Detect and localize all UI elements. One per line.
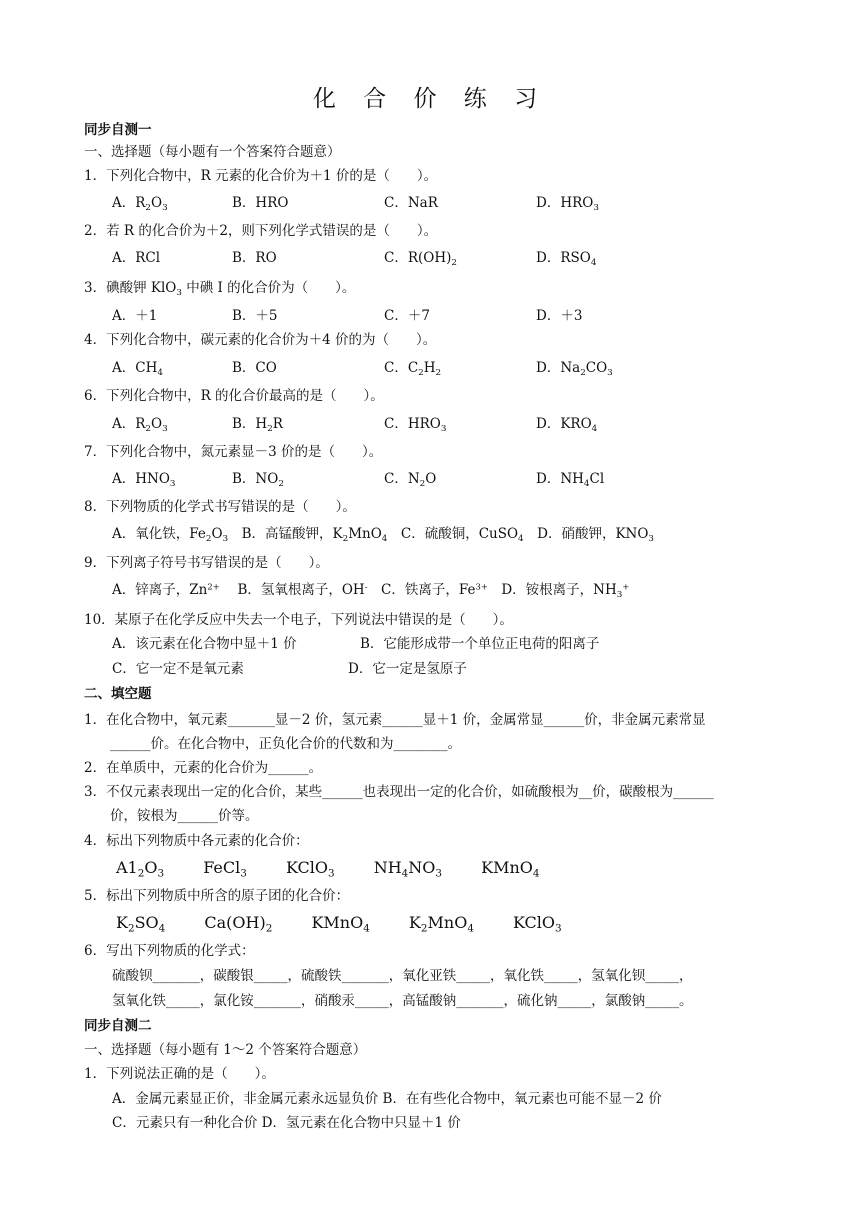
fill-q3-line1: 3．不仅元素表现出一定的化合价，某些______也表现出一定的化合价，如硫酸根为__价，碳酸根为______ bbox=[84, 784, 714, 800]
q6-stem: 6．下列化合物中，R 的化合价最高的是（ ）。 bbox=[84, 388, 384, 404]
formula-item: $NH_4NO_3$ bbox=[373, 858, 443, 880]
q2-option-c: C．$R(OH)_2$ bbox=[384, 250, 457, 269]
q10-option-a: A．该元素在化合物中显＋1 价 bbox=[112, 636, 297, 652]
q3-stem: 3．碘酸钾 KlO$_3$ 中碘 I 的化合价为（ ）。 bbox=[84, 280, 356, 299]
section2-part1-heading: 一、选择题（每小题有 1～2 个答案符合题意） bbox=[84, 1042, 367, 1058]
s2-q1-stem: 1．下列说法正确的是（ ）。 bbox=[84, 1066, 275, 1082]
formula-item: $A1_2O_3$ bbox=[116, 858, 165, 880]
page-title: 化 合 价 练 习 bbox=[312, 86, 548, 112]
fill-q3-line2: 价，铵根为______价等。 bbox=[110, 808, 259, 824]
fill-q1-line1: 1．在化合物中，氧元素_______显－2 价，氢元素______显＋1 价，金属常显______价，非金属元素常显 bbox=[84, 712, 706, 728]
q3-option-d: D．＋3 bbox=[536, 308, 583, 324]
fill-q5: 5．标出下列物质中所含的原子团的化合价： bbox=[84, 888, 350, 904]
q10-option-b: B．它能形成带一个单位正电荷的阳离子 bbox=[360, 636, 600, 652]
formula-item: KClO$_3$ bbox=[285, 858, 335, 880]
q10-stem: 10．某原子在化学反应中失去一个电子，下列说法中错误的是（ ）。 bbox=[84, 612, 513, 628]
q4-option-b: B．CO bbox=[232, 360, 277, 376]
q6-option-c: C．$HRO_3$ bbox=[384, 416, 447, 435]
q7-option-c: C．$N_2O$ bbox=[384, 471, 437, 490]
q1-option-d: D．$HRO_3$ bbox=[536, 195, 599, 214]
q1-options bbox=[112, 192, 820, 214]
s2-q1-options-ab: A．金属元素显正价，非金属元素永远显负价 B．在有些化合物中，氧元素也可能不显－2 价 bbox=[112, 1091, 662, 1107]
q7-option-d: D．$NH_4Cl$ bbox=[536, 471, 605, 490]
fill-q6: 6．写出下列物质的化学式： bbox=[84, 943, 255, 959]
formula-item: $K_2MnO_4$ bbox=[408, 913, 474, 935]
q10-options-row1 bbox=[112, 633, 820, 655]
q3-option-a: A．＋1 bbox=[112, 308, 158, 324]
fill-q5-formulas bbox=[116, 911, 596, 935]
q10-option-d: D．它一定是氢原子 bbox=[348, 661, 467, 677]
fill-q6-line1: 硫酸钡_______，碳酸银_____，硫酸铁_______，氧化亚铁_____，氧化铁_____，氢氧化钡_____， bbox=[112, 968, 693, 984]
q2-stem: 2．若 R 的化合价为＋2，则下列化学式错误的是（ ）。 bbox=[84, 223, 438, 239]
section2-heading: 同步自测二 bbox=[84, 1018, 152, 1034]
fill-q4: 4．标出下列物质中各元素的化合价： bbox=[84, 833, 309, 849]
q1-option-a: A．$R_2O_3$ bbox=[112, 195, 168, 214]
q6-options bbox=[112, 413, 820, 435]
formula-item: FeCl$_3$ bbox=[203, 858, 247, 880]
q6-option-d: D．$KRO_4$ bbox=[536, 416, 598, 435]
q1-stem: 1．下列化合物中，R 元素的化合价为＋1 价的是（ ）。 bbox=[84, 168, 438, 184]
q4-option-c: C．$C_2H_2$ bbox=[384, 360, 442, 379]
q7-option-b: B．$NO_2$ bbox=[232, 471, 284, 490]
q6-option-a: A．$R_2O_3$ bbox=[112, 416, 168, 435]
fill-q6-line2: 氢氧化铁_____，氯化铵_______，硝酸汞_____，高锰酸钠_______，硫化钠_____，氯酸钠_____。 bbox=[112, 993, 693, 1009]
formula-item: KClO$_3$ bbox=[513, 913, 562, 935]
q10-options-row2 bbox=[112, 658, 820, 680]
fill-q1-line2: ______价。在化合物中，正负化合价的代数和为________。 bbox=[110, 736, 461, 752]
q4-option-a: A．$CH_4$ bbox=[112, 360, 163, 379]
formula-item: KMnO$_4$ bbox=[311, 913, 370, 935]
q1-option-c: C．NaR bbox=[384, 195, 438, 211]
q9-stem: 9．下列离子符号书写错误的是（ ）。 bbox=[84, 555, 329, 571]
q8-options: A．氧化铁，$Fe_2O_3$ B．高锰酸钾，$K_2MnO_4$ C．硫酸铜，CuSO$_4$ D．硝酸钾，$KNO_3$ bbox=[112, 526, 654, 545]
q2-option-d: D．$RSO_4$ bbox=[536, 250, 597, 269]
q2-options bbox=[112, 247, 820, 269]
q3-options bbox=[112, 305, 820, 327]
q2-option-a: A．RCl bbox=[112, 250, 161, 266]
q6-option-b: B．$H_2R$ bbox=[232, 416, 283, 435]
formula-item: $Ca(OH)_2$ bbox=[204, 913, 273, 935]
section1-part2-heading: 二、填空题 bbox=[84, 686, 152, 702]
q4-option-d: D．$Na_2CO_3$ bbox=[536, 360, 613, 379]
q4-options bbox=[112, 357, 820, 379]
formula-item: KMnO$_4$ bbox=[481, 858, 540, 880]
q4-stem: 4．下列化合物中，碳元素的化合价为＋4 价的为（ ）。 bbox=[84, 332, 437, 348]
formula-item: $K_2SO_4$ bbox=[116, 913, 166, 935]
section1-part1-heading: 一、选择题（每小题有一个答案符合题意） bbox=[84, 144, 341, 160]
fill-q4-formulas bbox=[116, 856, 574, 880]
q1-option-b: B．HRO bbox=[232, 195, 289, 211]
fill-q2: 2．在单质中，元素的化合价为______。 bbox=[84, 760, 323, 776]
section1-heading: 同步自测一 bbox=[84, 122, 152, 138]
q8-stem: 8．下列物质的化学式书写错误的是（ ）。 bbox=[84, 499, 356, 515]
q7-option-a: A．$HNO_3$ bbox=[112, 471, 176, 490]
q10-option-c: C．它一定不是氧元素 bbox=[112, 661, 244, 677]
q7-options bbox=[112, 468, 820, 490]
q9-options: A．锌离子，$Zn^{2+}$ B．氢氧根离子，OH- C．铁离子，$Fe^{3+}$ D．铵根离子，$NH_3^+$ bbox=[112, 581, 630, 601]
q2-option-b: B．RO bbox=[232, 250, 277, 266]
s2-q1-options-cd: C．元素只有一种化合价 D．氢元素在化合物中只显＋1 价 bbox=[112, 1115, 461, 1131]
q3-option-b: B．＋5 bbox=[232, 308, 278, 324]
q3-option-c: C．＋7 bbox=[384, 308, 430, 324]
q7-stem: 7．下列化合物中，氮元素显－3 价的是（ ）。 bbox=[84, 444, 383, 460]
